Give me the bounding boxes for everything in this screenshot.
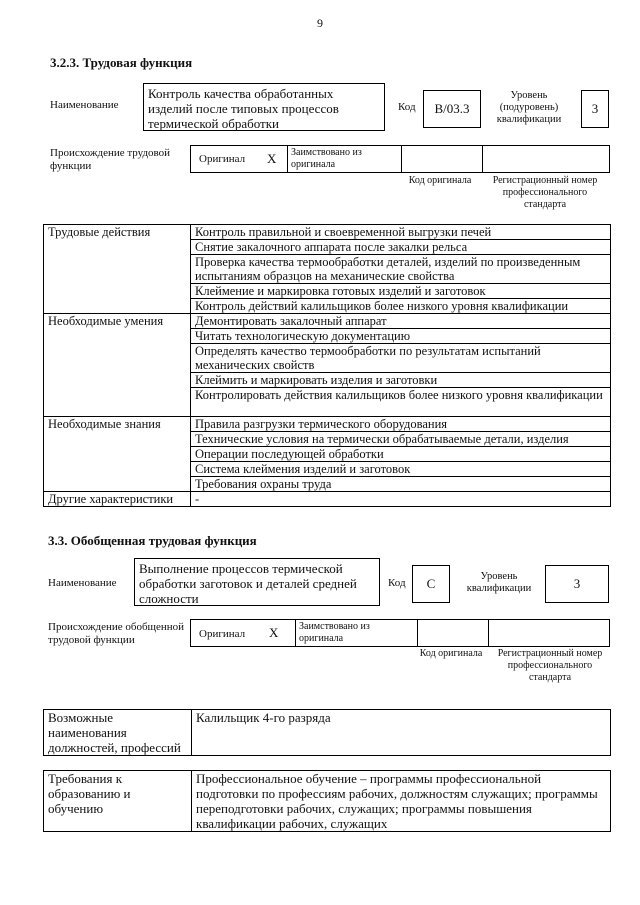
level-value-box-2: 3 [545, 565, 609, 603]
table-cell: Контроль действий калильщиков более низкого уровня квалификации [191, 299, 611, 314]
table-cell: Требования охраны труда [191, 477, 611, 492]
original-mark-2: X [269, 625, 279, 640]
original-label-2: Оригинал [199, 628, 246, 640]
table-cell: Операции последующей обработки [191, 447, 611, 462]
origin-label-2: Происхождение обобщенной трудовой функции [48, 621, 185, 646]
level-label: Уровень (подуровень) квалификации [496, 90, 562, 125]
table-cell: Правила разгрузки термического оборудования [191, 417, 611, 432]
table-cell: Контроль правильной и своевременной выгрузки печей [191, 225, 611, 240]
borrowed-label-2: Заимствовано из оригинала [299, 621, 370, 644]
origin-row [190, 145, 610, 173]
code-value-box-2: С [412, 565, 450, 603]
table-row [44, 417, 611, 432]
table-row [44, 492, 611, 507]
table-row [44, 314, 611, 329]
table-cell: Демонтировать закалочный аппарат [191, 314, 611, 329]
section-heading-3-3: 3.3. Обобщенная трудовая функция [48, 533, 257, 548]
table-cell: Читать технологическую документацию [191, 329, 611, 344]
original-cell [191, 146, 288, 172]
table-cell: Система клеймения изделий и заготовок [191, 462, 611, 477]
section-heading-3-2-3: 3.2.3. Трудовая функция [50, 55, 193, 70]
table-row [44, 771, 611, 832]
origin-row-2 [190, 619, 610, 647]
level-value-box: 3 [581, 90, 609, 128]
name-label: Наименование [50, 99, 119, 111]
education-label: Требования к образованию и обучению [44, 771, 192, 832]
education-value: Профессиональное обучение – программы профессиональной подготовки по профессиям рабочих, должностям служащих; программы переподготовки рабочих, служащих; программы повышения квалификации рабочих, служащих [192, 771, 611, 832]
row-header-other: Другие характеристики [44, 492, 191, 507]
positions-value: Калильщик 4-го разряда [192, 710, 611, 756]
code-label: Код [398, 101, 416, 113]
education-table [43, 770, 611, 832]
reg-number-cell [481, 146, 609, 172]
positions-table [43, 709, 611, 756]
table-cell: Определять качество термообработки по результатам испытаний механических свойств [191, 344, 611, 373]
positions-label: Возможные наименования должностей, профессий [44, 710, 192, 756]
origin-label: Происхождение трудовой функции [50, 147, 171, 172]
original-mark: X [267, 151, 277, 166]
reg-number-cell-2 [487, 620, 609, 646]
reg-number-caption: Регистрационный номер профессионального стандарта [492, 175, 598, 210]
origin-code-cell [401, 146, 483, 172]
labor-function-table [43, 224, 611, 507]
code-value-box: В/03.3 [423, 90, 481, 128]
origin-code-caption-2: Код оригинала [419, 648, 483, 659]
table-cell: Снятие закалочного аппарата после закалки рельса [191, 240, 611, 255]
row-header-skills: Необходимые умения [44, 314, 191, 417]
origin-code-caption: Код оригинала [408, 175, 472, 186]
table-cell: Проверка качества термообработки деталей, изделий по произведенным испытаниям образцов на механические свойства [191, 255, 611, 284]
generalized-function-name-box: Выполнение процессов термической обработки заготовок и деталей средней сложности [134, 558, 380, 606]
row-header-actions: Трудовые действия [44, 225, 191, 314]
page-number: 9 [317, 16, 323, 30]
table-cell: Контролировать действия калильщиков более низкого уровня квалификации [191, 388, 611, 417]
table-cell: Клеймение и маркировка готовых изделий и заготовок [191, 284, 611, 299]
borrowed-label: Заимствовано из оригинала [291, 147, 362, 170]
row-header-knowledge: Необходимые знания [44, 417, 191, 492]
original-label: Оригинал [199, 153, 246, 165]
table-cell: - [191, 492, 611, 507]
table-row [44, 710, 611, 756]
table-row [44, 225, 611, 240]
reg-number-caption-2: Регистрационный номер профессионального стандарта [497, 648, 603, 683]
level-label-2: Уровень квалификации [466, 571, 532, 594]
table-cell: Клеймить и маркировать изделия и заготовки [191, 373, 611, 388]
origin-code-cell-2 [417, 620, 489, 646]
function-name-box: Контроль качества обработанных изделий после типовых процессов термической обработки [143, 83, 385, 131]
table-cell: Технические условия на термически обрабатываемые детали, изделия [191, 432, 611, 447]
original-cell-2 [191, 620, 296, 646]
name-label-2: Наименование [48, 577, 117, 589]
code-label-2: Код [388, 577, 406, 589]
